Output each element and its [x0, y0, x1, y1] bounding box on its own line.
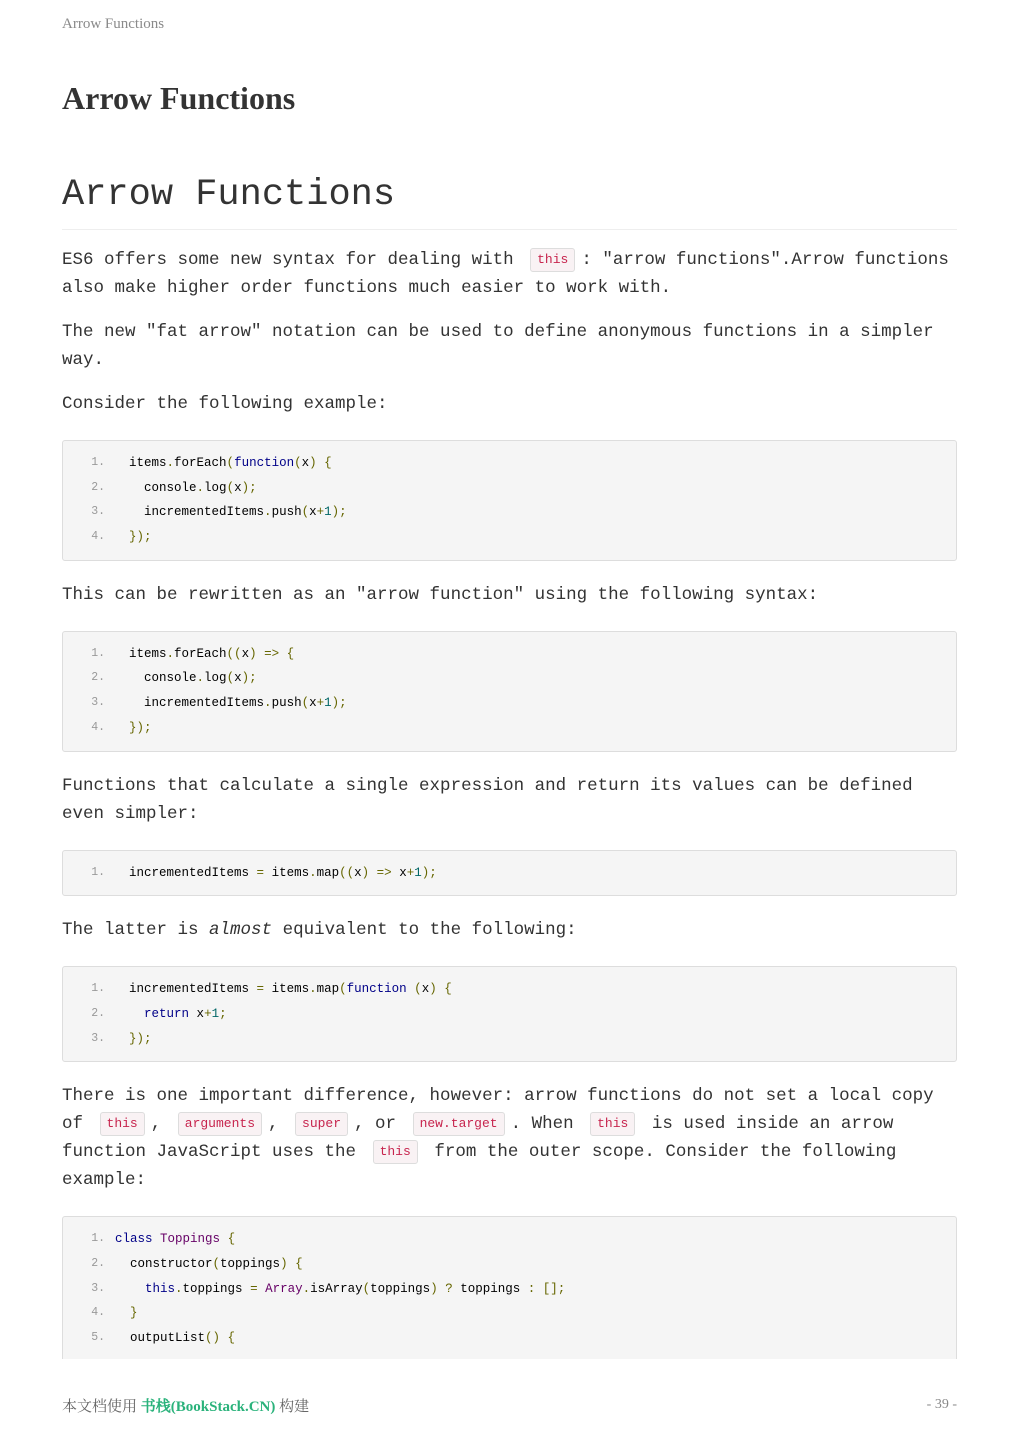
line-number: 3 . [63, 1027, 115, 1052]
single-expression-paragraph: Functions that calculate a single expression and return its values can be defined even simpler: [62, 775, 913, 824]
inline-code: this [373, 1140, 418, 1164]
line-number: 2 . [63, 666, 115, 691]
article-body [62, 170, 957, 1359]
text-span: is used inside an arrow function JavaScript uses the [62, 1114, 894, 1163]
example-intro-paragraph: Consider the following example: [62, 394, 388, 414]
inline-code: new.target [413, 1112, 505, 1136]
line-number: 1 . [63, 1227, 115, 1252]
code-text: incrementedItems = items.map((x) => x+1); [129, 865, 437, 880]
code-line [63, 691, 956, 716]
code-text: console.log(x); [144, 671, 257, 686]
code-line [63, 1002, 956, 1027]
text-span: , [268, 1114, 279, 1135]
code-text: items.forEach((x) => { [129, 646, 295, 661]
text-span: , or [354, 1114, 397, 1135]
footer-suffix: 构建 [279, 1399, 310, 1415]
code-line [63, 451, 956, 476]
code-block-foreach-arrow [62, 631, 957, 752]
code-text: }); [129, 1031, 152, 1046]
code-line [63, 861, 956, 886]
code-text: items.forEach(function(x) { [129, 456, 332, 470]
code-text: incrementedItems = items.map(function (x) { [129, 982, 452, 997]
code-text: console.log(x); [144, 480, 257, 495]
code-line [63, 716, 956, 741]
line-number: 4 . [63, 1301, 115, 1326]
code-block-toppings-class [62, 1216, 957, 1359]
text-span: . When [510, 1114, 574, 1135]
code-line [63, 1252, 956, 1277]
line-number: 2 . [63, 1002, 115, 1027]
line-number: 1 . [63, 642, 115, 667]
line-number: 4 . [63, 716, 115, 741]
line-number: 3 . [63, 1277, 115, 1302]
code-line [63, 666, 956, 691]
code-text: incrementedItems.push(x+1); [144, 505, 347, 520]
important-difference-paragraph [62, 1082, 957, 1194]
bookstack-link[interactable]: 书栈(BookStack.CN) [140, 1399, 276, 1415]
code-line [63, 1301, 956, 1326]
code-block-map-function [62, 966, 957, 1062]
code-text: }); [129, 720, 152, 735]
inline-code: this [100, 1112, 145, 1136]
line-number: 5 . [63, 1326, 115, 1351]
line-number: 2 . [63, 1252, 115, 1277]
line-number: 1 . [63, 451, 115, 476]
line-number: 4 . [63, 525, 115, 550]
code-text: }); [129, 530, 152, 545]
page-title: Arrow Functions [62, 80, 296, 116]
code-block-map-arrow [62, 850, 957, 897]
text-span: from the outer scope. Consider the following example: [62, 1142, 897, 1191]
text-span: , [150, 1114, 162, 1135]
code-text: this.toppings = Array.isArray(toppings) ? toppings : []; [145, 1281, 566, 1296]
code-line [63, 476, 956, 501]
code-text: } [130, 1306, 138, 1321]
inline-code: arguments [178, 1112, 262, 1136]
line-number: 2 . [63, 476, 115, 501]
code-block-foreach-function [62, 440, 957, 561]
code-line [63, 1277, 956, 1302]
text-span: equivalent to the following: [282, 920, 577, 941]
inline-code: super [295, 1112, 348, 1136]
text-span: The latter is [62, 920, 199, 941]
code-text: return x+1; [144, 1006, 227, 1021]
emphasis: almost [209, 920, 273, 941]
running-header: Arrow Functions [62, 16, 165, 32]
text-span: ES6 offers some new syntax for dealing with [62, 250, 514, 270]
code-text: constructor(toppings) { [130, 1256, 303, 1271]
code-line [63, 1227, 956, 1252]
section-heading: Arrow Functions [62, 173, 957, 230]
line-number: 1 . [63, 861, 115, 886]
line-number: 3 . [63, 500, 115, 525]
intro-paragraph [62, 246, 957, 302]
code-line [63, 525, 956, 550]
code-line [63, 1326, 956, 1351]
inline-code: this [530, 248, 575, 272]
code-text: outputList() { [130, 1331, 236, 1345]
page-number: - 39 - [926, 1397, 957, 1412]
footer-credit [62, 1395, 309, 1416]
code-line [63, 1027, 956, 1052]
almost-equivalent-paragraph [62, 916, 957, 944]
code-line [63, 642, 956, 667]
code-line [63, 977, 956, 1002]
footer-prefix: 本文档使用 [62, 1399, 138, 1415]
code-text: class Toppings { [115, 1232, 236, 1247]
rewrite-paragraph: This can be rewritten as an "arrow function" using the following syntax: [62, 584, 819, 605]
text-span: : "arrow functions".Arrow functions also make higher order functions much easier to work with. [62, 250, 949, 298]
code-text: incrementedItems.push(x+1); [144, 696, 347, 711]
line-number: 1 . [63, 977, 115, 1002]
inline-code: this [590, 1112, 635, 1136]
text-span: There is one important difference, however: arrow functions do not set a local copy of [62, 1086, 934, 1135]
line-number: 3 . [63, 691, 115, 716]
code-line [63, 500, 956, 525]
fat-arrow-paragraph: The new "fat arrow" notation can be used to define anonymous functions in a simpler way. [62, 322, 934, 370]
